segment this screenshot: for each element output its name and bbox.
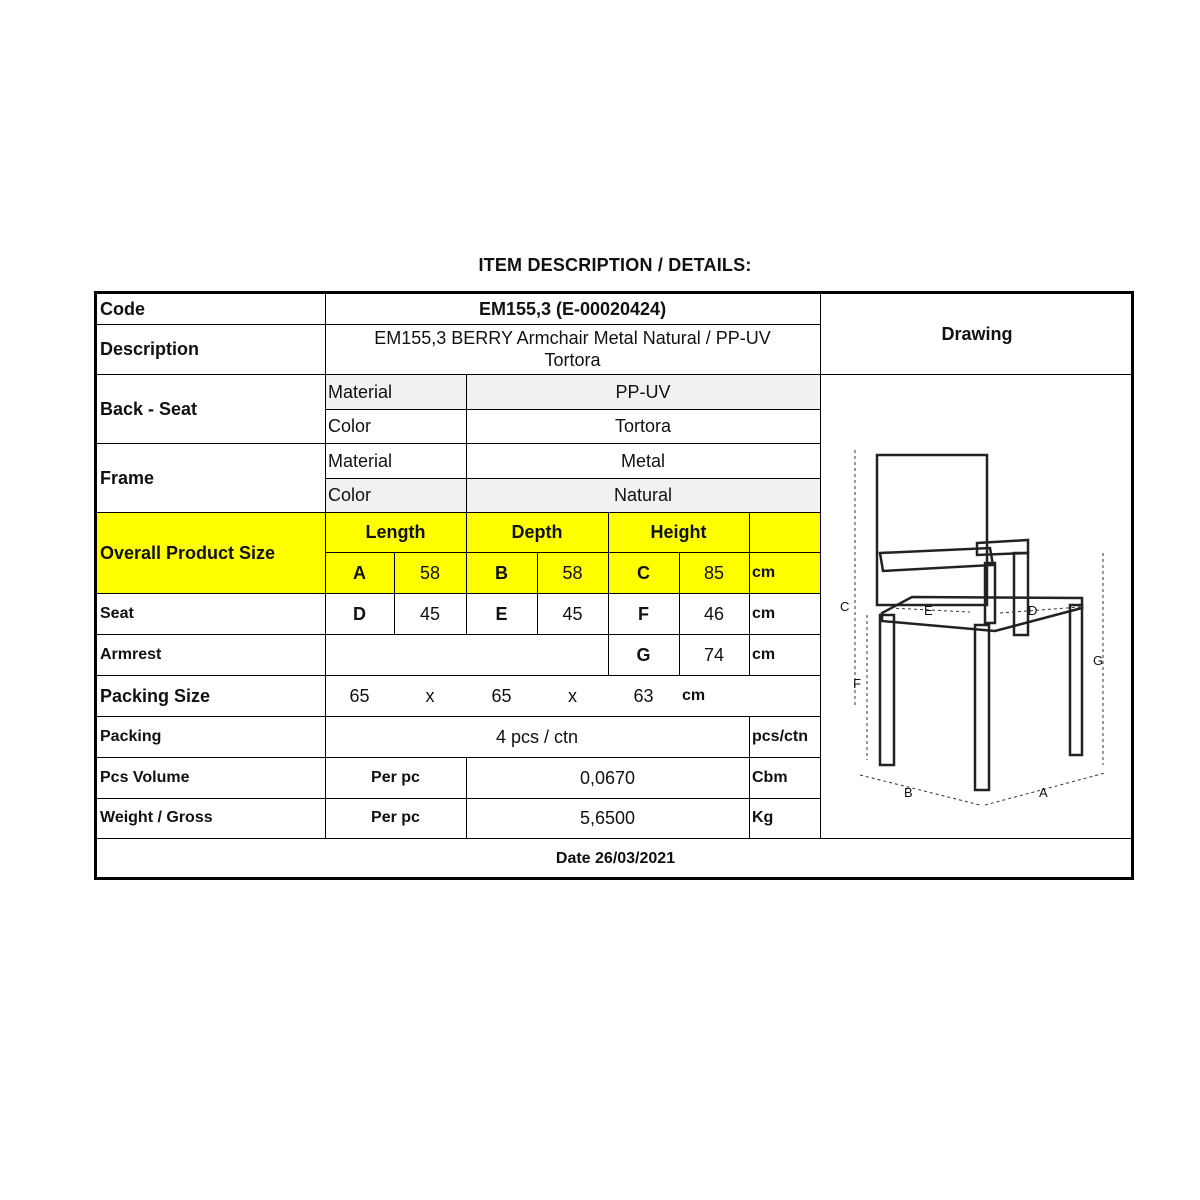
volume-per: Per pc [371,768,420,786]
dim-label-c: C [840,599,850,614]
back-seat-color-label: Color [328,416,372,436]
volume-value: 0,0670 [579,767,636,788]
overall-unit: cm [752,563,776,581]
armrest-unit: cm [752,645,776,663]
document-title: ITEM DESCRIPTION / DETAILS: [478,255,752,275]
packing-unit: pcs/ctn [752,727,809,745]
dim-e-letter: E [495,603,508,624]
dim-b-value: 58 [562,562,583,583]
packing-width: 65 [491,685,512,706]
dim-label-g: G [1093,653,1104,668]
seat-unit: cm [752,604,776,622]
dim-g-letter: G [636,644,651,665]
dim-d-value: 45 [419,603,441,624]
dim-label-d: D [1028,603,1038,618]
seat-label: Seat [100,604,134,622]
dim-label-a: A [1039,785,1048,800]
weight-label: Weight / Gross [100,809,213,826]
spec-sheet [94,291,1134,880]
dim-label-f: F [853,676,861,691]
drawing-label: Drawing [941,324,1013,344]
backrest-outline [877,455,987,605]
code-label: Code [100,299,145,319]
dim-c-value: 85 [703,562,725,583]
weight-unit: Kg [752,809,774,826]
description-label: Description [100,339,200,359]
back-seat-color: Tortora [614,416,672,436]
code-value: EM155,3 (E-00020424) [478,299,667,319]
armchair-drawing [820,375,1134,838]
date-footer: Date 26/03/2021 [555,850,676,867]
weight-value: 5,6500 [579,808,636,828]
dim-d-letter: D [353,603,366,624]
overall-size-label: Overall Product Size [100,542,276,563]
frame-color: Natural [613,485,673,505]
dim-line-b [860,775,980,805]
back-seat-material: PP-UV [615,381,671,402]
dim-g-value: 74 [703,644,725,665]
frame-label: Frame [100,467,155,488]
dim-f-letter: F [638,603,649,624]
armrest-label: Armrest [100,645,162,663]
dim-label-e: E [924,603,933,618]
packing-height: 63 [633,685,654,706]
packing-length: 65 [349,685,370,706]
dim-b-letter: B [495,562,508,583]
packing-value: 4 pcs / ctn [495,726,579,747]
back-seat-label: Back - Seat [100,398,198,419]
dim-c-letter: C [637,562,650,583]
volume-unit: Cbm [752,768,788,786]
leg-front-left [880,615,894,765]
frame-material: Metal [620,450,665,471]
leg-back-right [1070,605,1082,755]
packing-size-label: Packing Size [100,685,211,706]
volume-label: Pcs Volume [100,768,190,786]
frame-material-label: Material [328,450,393,471]
dim-label-b: B [904,785,913,800]
frame-color-label: Color [328,485,372,505]
length-header: Length [365,522,426,542]
height-header: Height [650,522,707,542]
description-value: EM155,3 BERRY Armchair Metal Natural / PP-UV Tortora [374,328,771,370]
depth-header: Depth [511,522,563,542]
dim-e-value: 45 [562,603,583,624]
weight-per: Per pc [371,809,420,826]
dim-a-value: 58 [419,562,441,583]
back-seat-material-label: Material [328,381,393,402]
packing-x2: x [568,685,577,706]
leg-front-right [975,625,989,790]
dim-a-letter: A [353,562,366,583]
packing-size-unit: cm [682,686,706,704]
packing-x1: x [425,685,435,706]
dim-f-value: 46 [703,603,725,624]
packing-label: Packing [100,727,162,745]
